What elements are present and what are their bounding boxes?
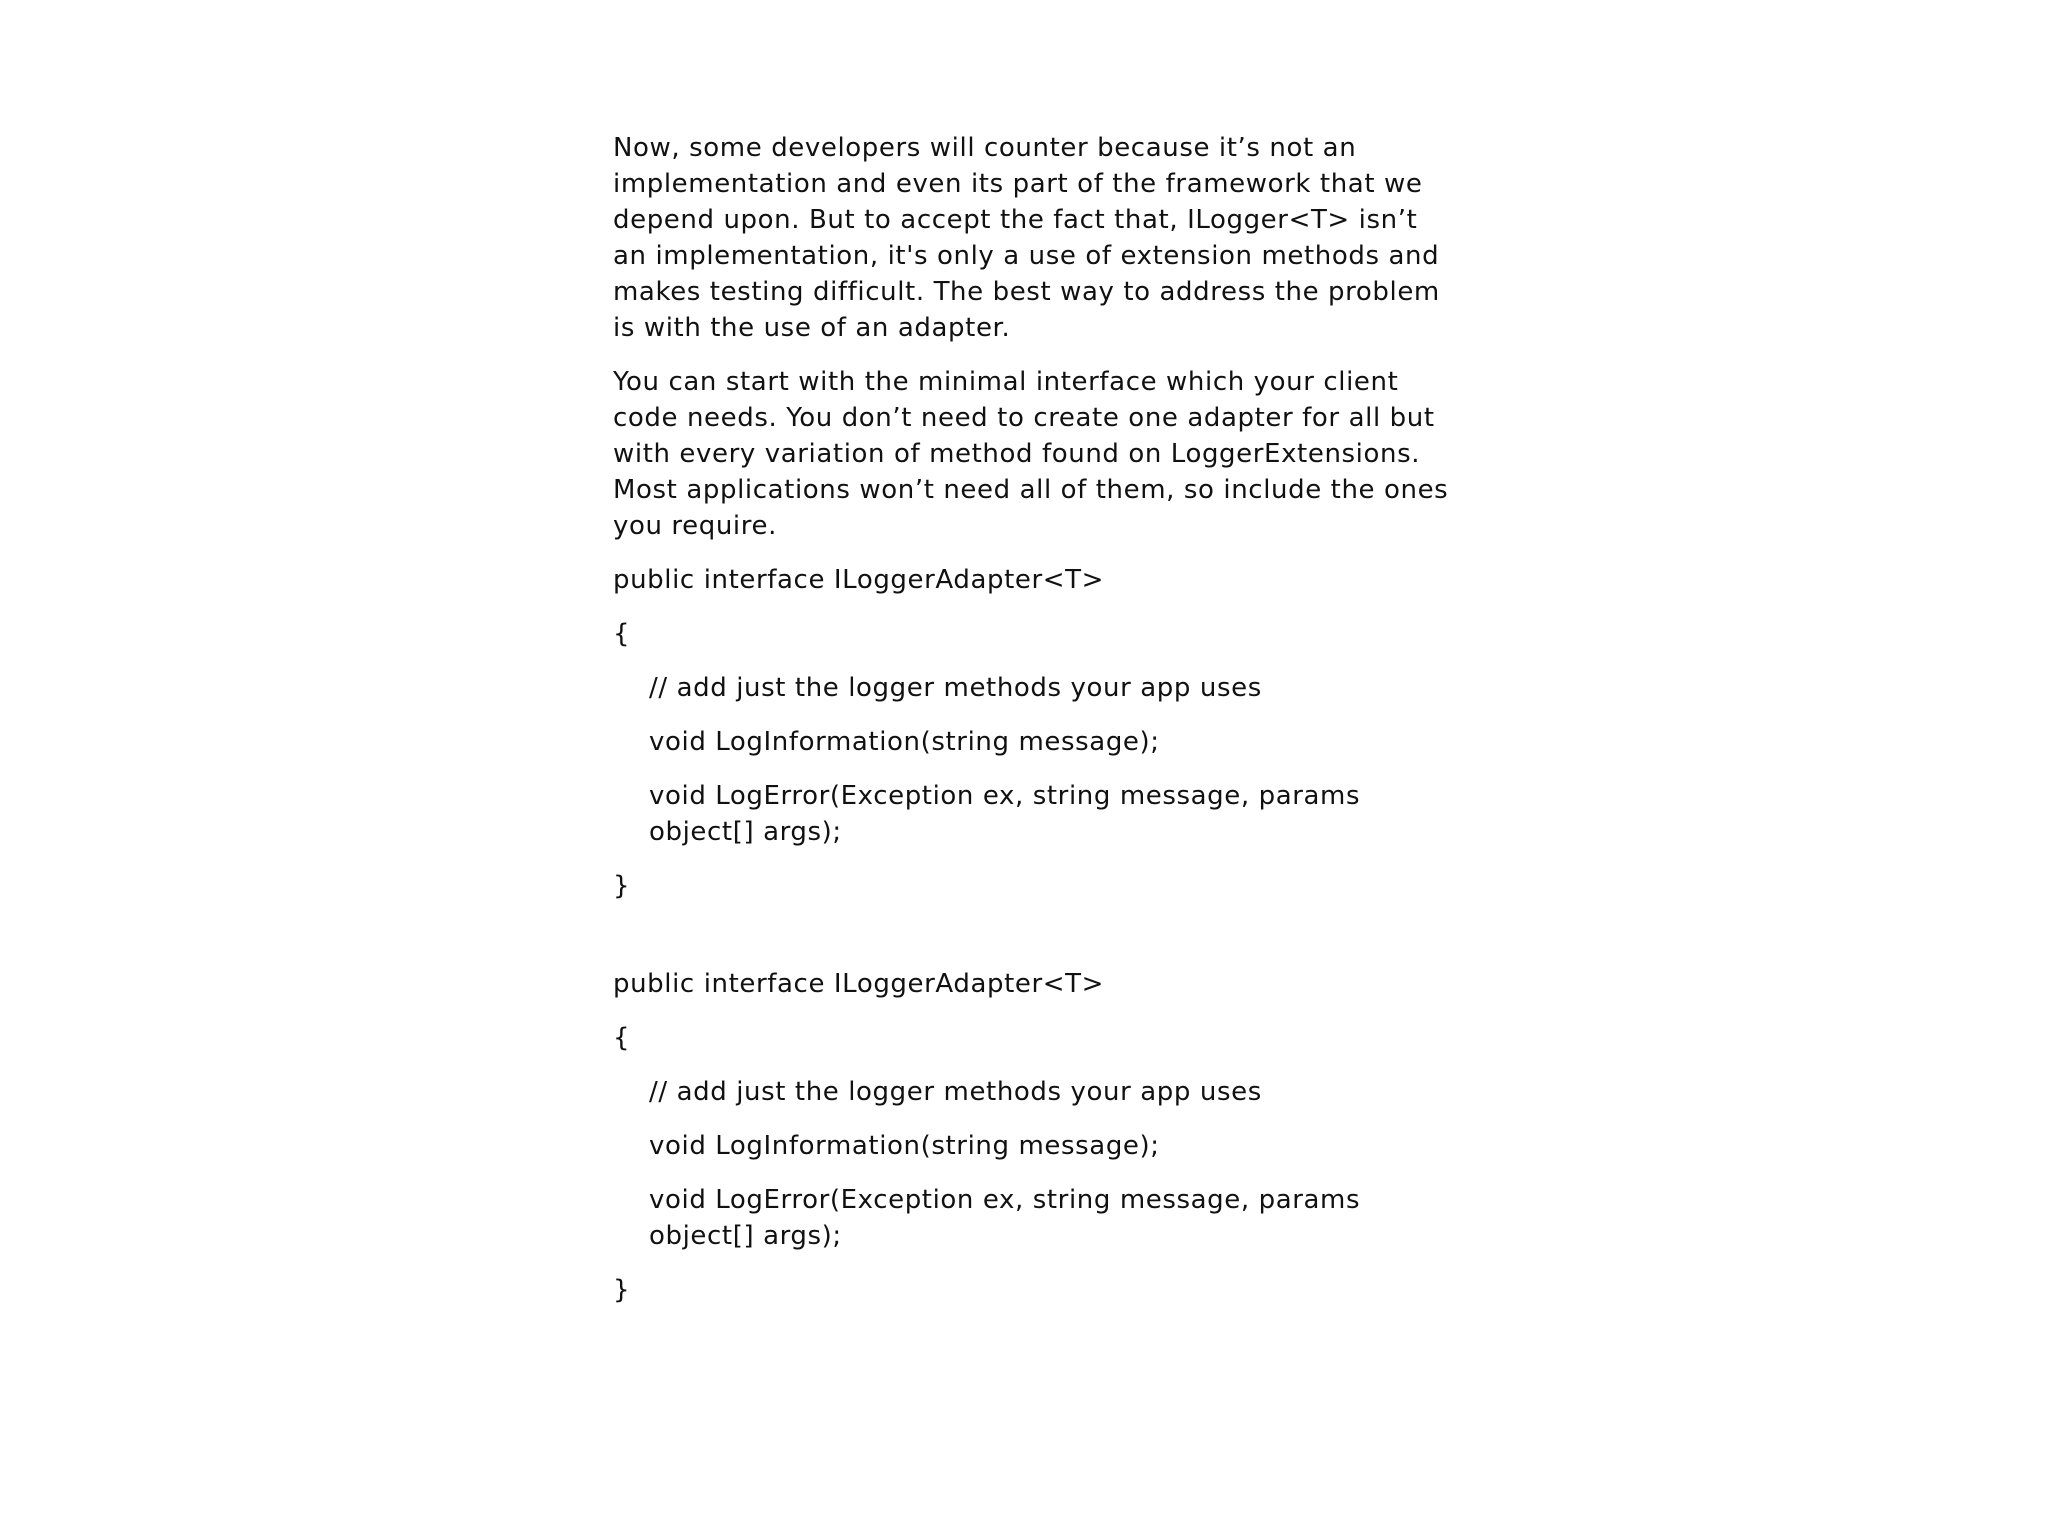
code-block	[613, 562, 1453, 904]
document-page	[613, 130, 1453, 1326]
code-close-brace: }	[613, 1275, 631, 1305]
code-declaration: public interface ILoggerAdapter<T>	[613, 969, 1105, 999]
spacer	[613, 922, 1453, 966]
code-open-brace: {	[613, 619, 631, 649]
paragraph-minimal-interface: You can start with the minimal interface which your client code needs. You don’t need to create one adapter for all but with every variation of method found on LoggerExtensions. Most applications won’t need all of them, so include the ones you require.	[613, 367, 1449, 541]
paragraph-intro: Now, some developers will counter because it’s not an implementation and even its part of the framework that we depend upon. But to accept the fact that, ILogger<T> isn’t an implementation, it's only a use of extension methods and makes testing difficult. The best way to address the problem is with the use of an adapter.	[613, 133, 1440, 343]
code-method-log-information: void LogInformation(string message);	[649, 1131, 1160, 1161]
code-open-brace: {	[613, 1023, 631, 1053]
code-method-log-information: void LogInformation(string message);	[649, 727, 1160, 757]
code-block	[613, 966, 1453, 1308]
code-declaration: public interface ILoggerAdapter<T>	[613, 565, 1105, 595]
code-method-log-error: void LogError(Exception ex, string message, params object[] args);	[649, 1185, 1370, 1251]
code-close-brace: }	[613, 871, 631, 901]
code-comment: // add just the logger methods your app uses	[649, 673, 1262, 703]
code-comment: // add just the logger methods your app uses	[649, 1077, 1262, 1107]
code-method-log-error: void LogError(Exception ex, string message, params object[] args);	[649, 781, 1370, 847]
